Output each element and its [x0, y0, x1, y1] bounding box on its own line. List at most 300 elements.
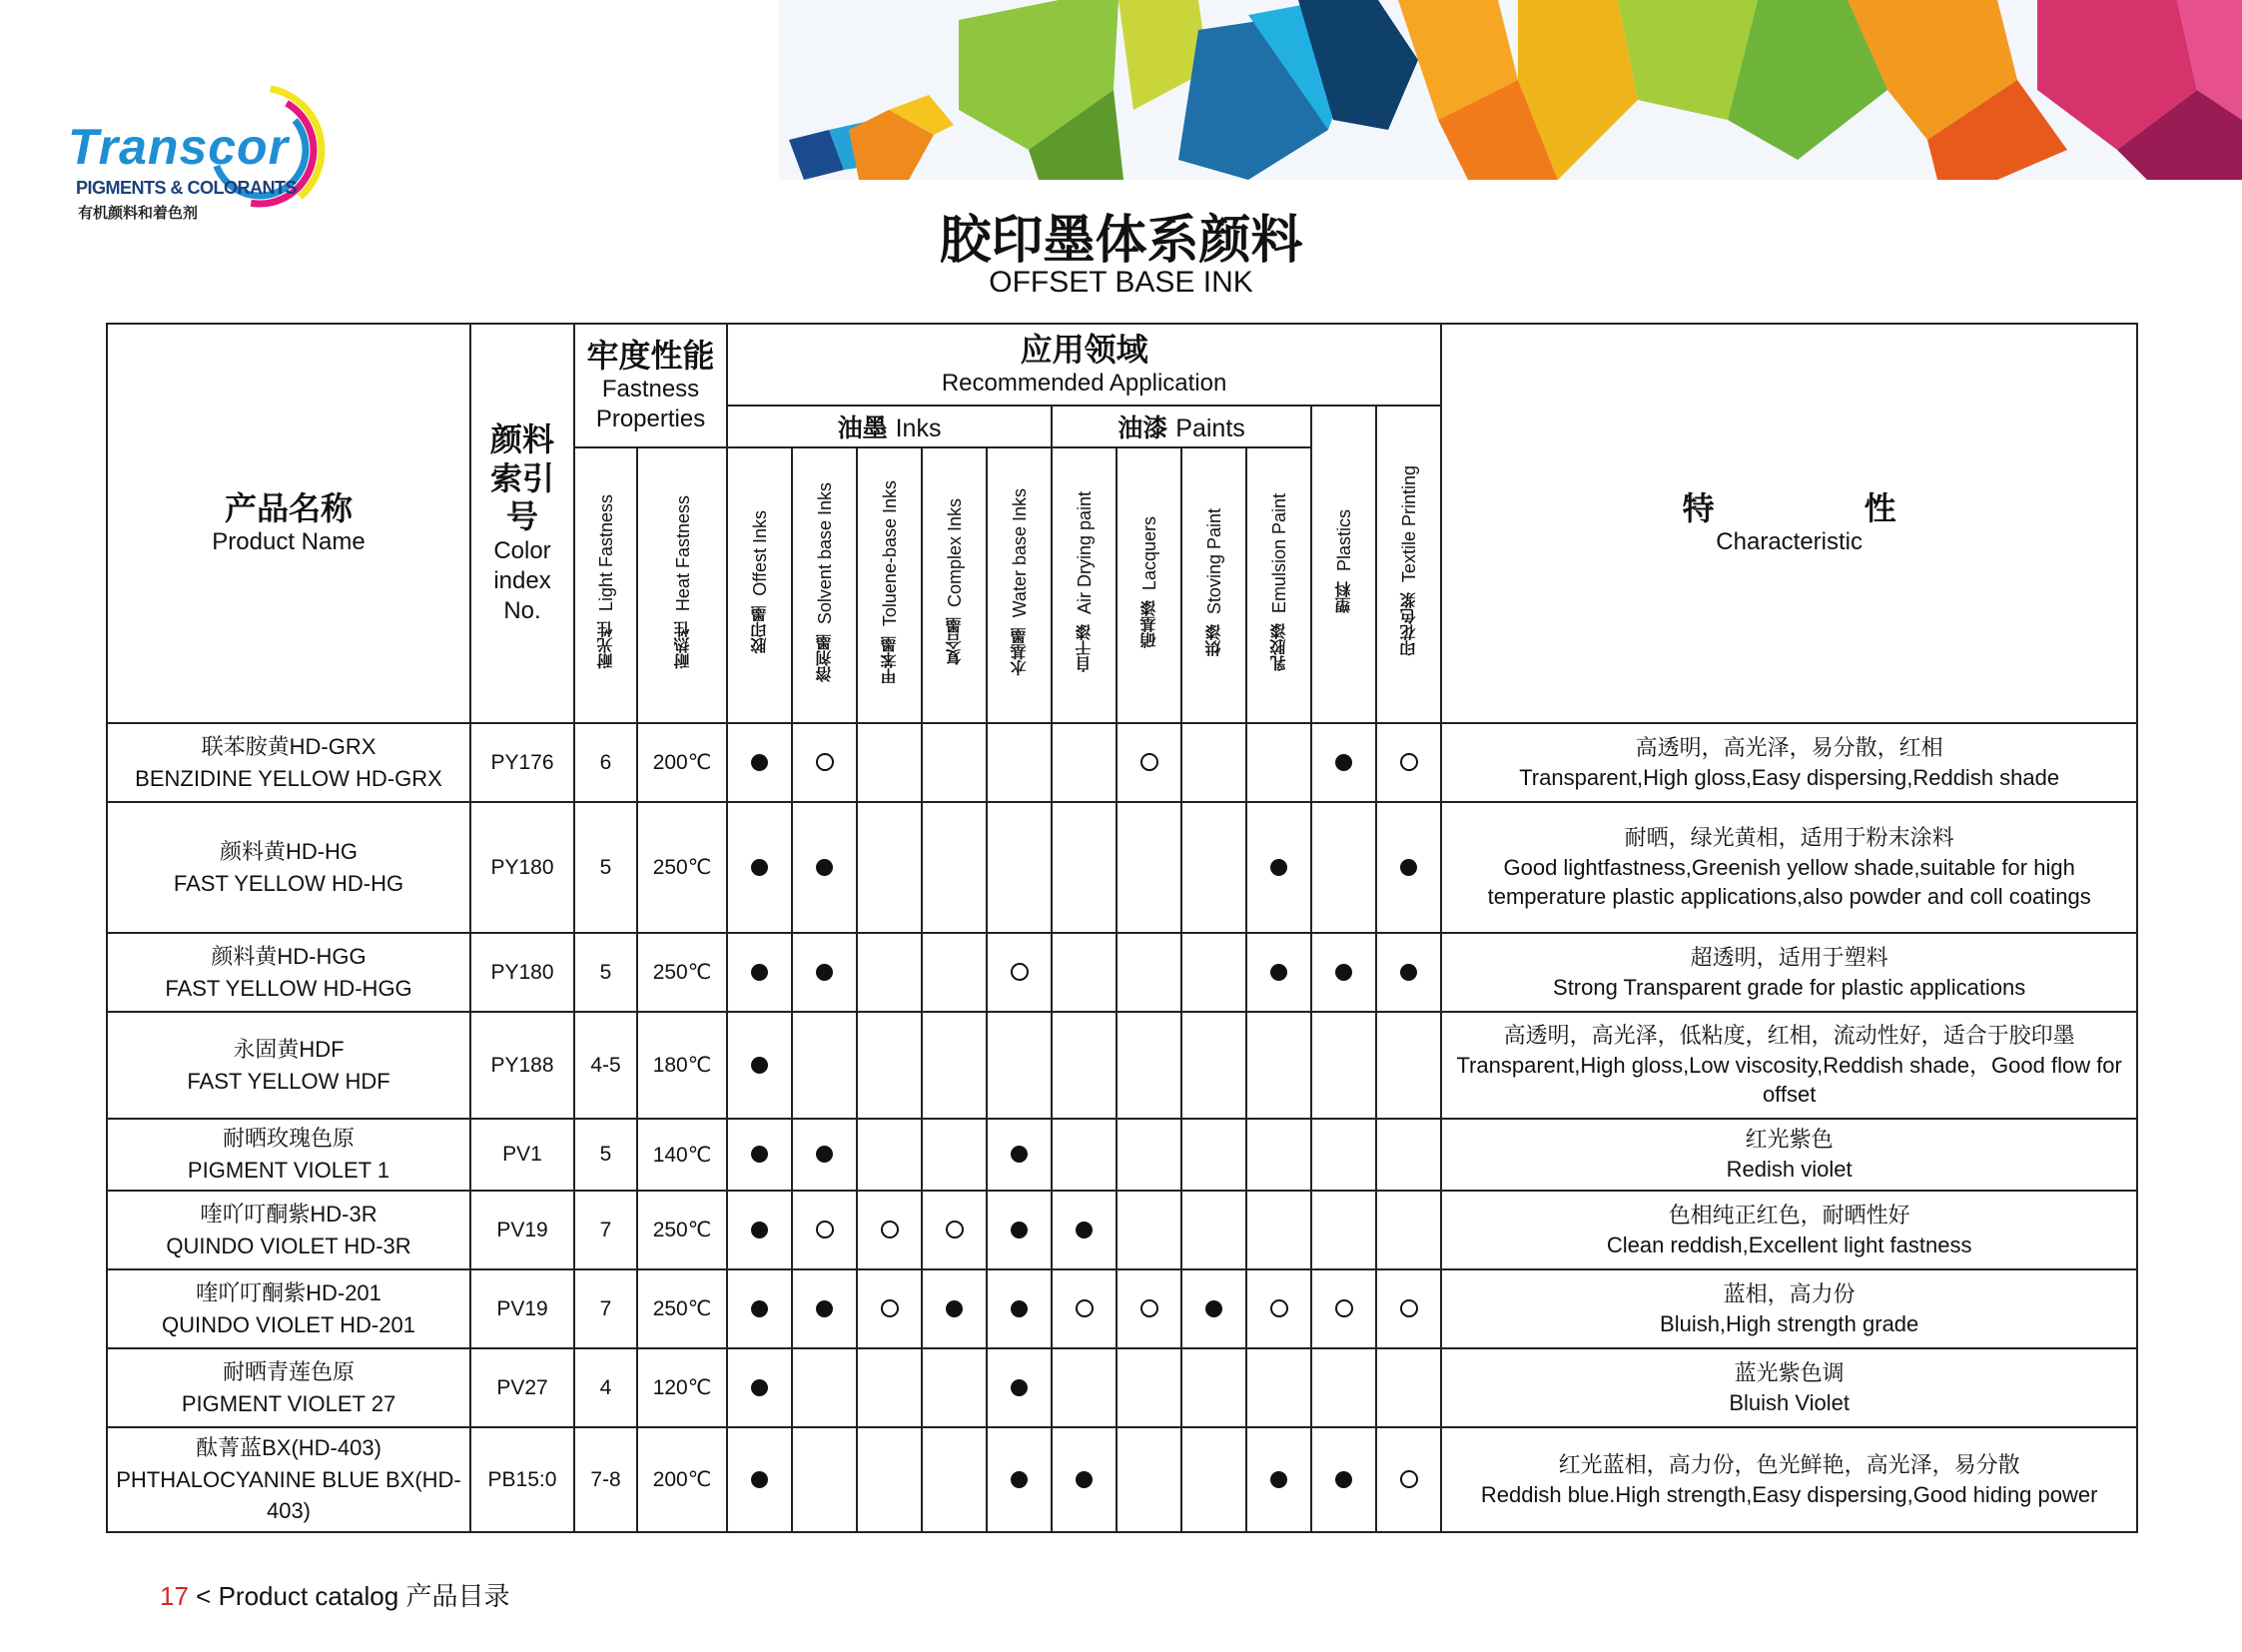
characteristic-en: Reddish blue.High strength,Easy dispersing,Good hiding power	[1480, 1481, 2098, 1507]
col-lacquers-cn: 硝基漆	[1139, 600, 1159, 649]
product-name-cell	[107, 933, 470, 1012]
col-solvent-cn: 溶剂墨	[815, 634, 835, 683]
application-mark-cell	[922, 933, 987, 1012]
product-table	[106, 323, 2138, 1533]
logo-wordmark: Transcor	[68, 119, 290, 175]
characteristic-cell	[1441, 1269, 2137, 1348]
application-mark-cell	[727, 1269, 792, 1348]
color-index-cell: PY176	[470, 723, 574, 802]
filled-dot-icon	[946, 1300, 963, 1317]
application-mark-cell	[1052, 1012, 1117, 1119]
product-name-cell	[107, 1119, 470, 1191]
application-mark-cell	[792, 1348, 857, 1427]
filled-dot-icon	[751, 1300, 768, 1317]
product-name-cell	[107, 723, 470, 802]
characteristic-cell	[1441, 933, 2137, 1012]
header-col-airdry	[1052, 447, 1117, 723]
color-index-cell: PY180	[470, 802, 574, 933]
filled-dot-icon	[1400, 859, 1417, 876]
header-product-name-en: Product Name	[212, 528, 366, 556]
application-mark-cell	[1181, 1427, 1246, 1532]
header-color-index-en-3: No.	[503, 596, 541, 624]
application-mark-cell	[1246, 1119, 1311, 1191]
filled-dot-icon	[751, 859, 768, 876]
header-characteristic-cn-1: 特	[1682, 488, 1715, 527]
characteristic-cn: 红光蓝相，高力份，色光鲜艳，高光泽，易分散	[1558, 1451, 2020, 1477]
filled-dot-icon	[751, 964, 768, 981]
application-mark-cell	[922, 1269, 987, 1348]
application-mark-cell	[1311, 723, 1376, 802]
hollow-circle-icon	[1400, 1470, 1418, 1488]
col-textile-cn: 印花色浆	[1399, 592, 1419, 657]
light-fastness-cell: 7	[574, 1191, 637, 1269]
product-name-cell	[107, 1012, 470, 1119]
application-mark-cell	[1376, 1427, 1441, 1532]
application-mark-cell	[1117, 1427, 1181, 1532]
header-inks-en: Inks	[895, 414, 942, 442]
light-fastness-cell: 6	[574, 723, 637, 802]
col-light-en: Light Fastness	[596, 494, 616, 612]
application-mark-cell	[922, 802, 987, 933]
header-col-emulsion	[1246, 447, 1311, 723]
application-mark-cell	[792, 1119, 857, 1191]
filled-dot-icon	[1011, 1471, 1028, 1488]
application-mark-cell	[727, 802, 792, 933]
application-mark-cell	[1181, 1119, 1246, 1191]
application-mark-cell	[1376, 1348, 1441, 1427]
application-mark-cell	[1246, 933, 1311, 1012]
characteristic-cell	[1441, 723, 2137, 802]
application-mark-cell	[792, 723, 857, 802]
page-number: 17	[160, 1581, 189, 1611]
characteristic-en: Bluish,High strength grade	[1660, 1310, 1919, 1336]
application-mark-cell	[1376, 802, 1441, 933]
header-col-solvent	[792, 447, 857, 723]
application-mark-cell	[792, 1191, 857, 1269]
filled-dot-icon	[751, 1146, 768, 1163]
application-mark-cell	[857, 1269, 922, 1348]
application-mark-cell	[1117, 1348, 1181, 1427]
application-mark-cell	[922, 1012, 987, 1119]
filled-dot-icon	[1335, 1471, 1352, 1488]
filled-dot-icon	[1076, 1222, 1093, 1239]
header-col-plastics	[1311, 406, 1376, 723]
characteristic-cn: 高透明，高光泽，低粘度，红相，流动性好，适合于胶印墨	[1503, 1022, 2075, 1048]
product-name-en: QUINDO VIOLET HD-201	[162, 1311, 415, 1337]
col-emulsion-en: Emulsion Paint	[1269, 492, 1290, 614]
product-name-cn: 联苯胺黄HD-GRX	[201, 733, 376, 759]
hollow-circle-icon	[881, 1299, 899, 1317]
header-group-inks	[727, 406, 1052, 447]
filled-dot-icon	[1011, 1222, 1028, 1239]
color-index-cell: PY180	[470, 933, 574, 1012]
hollow-circle-icon	[1400, 1299, 1418, 1317]
light-fastness-cell: 7	[574, 1269, 637, 1348]
filled-dot-icon	[816, 964, 833, 981]
hollow-circle-icon	[816, 1221, 834, 1239]
heat-fastness-cell: 250℃	[637, 1269, 727, 1348]
table-row	[107, 1427, 2137, 1532]
characteristic-cell	[1441, 1012, 2137, 1119]
product-name-cell	[107, 1427, 470, 1532]
filled-dot-icon	[1011, 1379, 1028, 1396]
header-application	[727, 324, 1441, 406]
page-title: 胶印墨体系颜料	[939, 211, 1303, 271]
logo-subtitle: PIGMENTS & COLORANTS	[76, 178, 298, 198]
color-index-cell: PV19	[470, 1191, 574, 1269]
product-name-cn: 耐晒玫瑰色原	[222, 1126, 355, 1152]
filled-dot-icon	[816, 859, 833, 876]
application-mark-cell	[987, 723, 1052, 802]
product-name-cell	[107, 802, 470, 933]
light-fastness-cell: 7-8	[574, 1427, 637, 1532]
header-application-cn: 应用领域	[1020, 330, 1148, 369]
characteristic-en: Strong Transparent grade for plastic applications	[1553, 974, 2026, 1000]
header-col-offset	[727, 447, 792, 723]
application-mark-cell	[1052, 1191, 1117, 1269]
light-fastness-cell: 5	[574, 802, 637, 933]
header-group-paints	[1052, 406, 1311, 447]
page-subtitle: OFFSET BASE INK	[989, 266, 1253, 299]
color-index-cell: PB15:0	[470, 1427, 574, 1532]
table-row	[107, 933, 2137, 1012]
col-water-cn: 水基墨	[1010, 627, 1030, 676]
header-characteristic-en: Characteristic	[1716, 528, 1864, 556]
application-mark-cell	[1311, 1348, 1376, 1427]
col-solvent-en: Solvent base Inks	[815, 481, 836, 625]
hollow-circle-icon	[1011, 963, 1029, 981]
characteristic-cell	[1441, 1191, 2137, 1269]
heat-fastness-cell: 250℃	[637, 802, 727, 933]
application-mark-cell	[1311, 1427, 1376, 1532]
col-airdry-en: Air Drying paint	[1075, 491, 1096, 615]
filled-dot-icon	[1076, 1471, 1093, 1488]
application-mark-cell	[1311, 933, 1376, 1012]
product-name-cn: 酞菁蓝BX(HD-403)	[196, 1434, 381, 1460]
header-fastness-en-1: Fastness	[601, 376, 700, 404]
filled-dot-icon	[751, 1222, 768, 1239]
light-fastness-cell: 4-5	[574, 1012, 637, 1119]
product-name-en: BENZIDINE YELLOW HD-GRX	[135, 765, 442, 791]
table-row	[107, 1269, 2137, 1348]
header-fastness	[574, 324, 727, 447]
filled-dot-icon	[1270, 1471, 1287, 1488]
header-application-en: Recommended Application	[941, 370, 1227, 398]
application-mark-cell	[1376, 723, 1441, 802]
filled-dot-icon	[1011, 1300, 1028, 1317]
characteristic-en: Redish violet	[1726, 1157, 1853, 1182]
application-mark-cell	[987, 1191, 1052, 1269]
product-name-en: FAST YELLOW HDF	[187, 1068, 390, 1094]
header-product-name-cn: 产品名称	[224, 488, 353, 527]
characteristic-cn: 蓝相，高力份	[1723, 1280, 1856, 1306]
application-mark-cell	[792, 1269, 857, 1348]
page-footer	[160, 1576, 509, 1613]
application-mark-cell	[1246, 1191, 1311, 1269]
application-mark-cell	[987, 802, 1052, 933]
characteristic-cn: 高透明，高光泽，易分散，红相	[1635, 734, 1943, 760]
application-mark-cell	[922, 723, 987, 802]
application-mark-cell	[727, 1348, 792, 1427]
application-mark-cell	[727, 723, 792, 802]
characteristic-en: Clean reddish,Excellent light fastness	[1606, 1232, 1972, 1257]
application-mark-cell	[1311, 1269, 1376, 1348]
application-mark-cell	[1117, 723, 1181, 802]
hollow-circle-icon	[1335, 1299, 1353, 1317]
header-color-index	[470, 324, 574, 723]
application-mark-cell	[727, 933, 792, 1012]
application-mark-cell	[922, 1348, 987, 1427]
characteristic-en: Transparent,High gloss,Low viscosity,Reddish shade，Good flow for offset	[1456, 1052, 2122, 1108]
product-name-en: PIGMENT VIOLET 1	[187, 1158, 390, 1183]
product-name-cn: 喹吖叮酮紫HD-3R	[200, 1201, 377, 1227]
col-stoving-en: Stoving Paint	[1204, 507, 1225, 615]
table-row	[107, 723, 2137, 802]
color-index-cell: PV27	[470, 1348, 574, 1427]
col-offset-cn: 胶印墨	[750, 605, 770, 654]
product-name-cn: 永固黄HDF	[233, 1036, 345, 1062]
characteristic-cell	[1441, 1348, 2137, 1427]
application-mark-cell	[987, 1348, 1052, 1427]
product-name-cell	[107, 1348, 470, 1427]
logo-subtitle-cn: 有机颜料和着色剂	[78, 205, 199, 222]
col-complex-en: Complex Inks	[945, 498, 966, 608]
header-product-name	[107, 324, 470, 723]
application-mark-cell	[922, 1427, 987, 1532]
header-fastness-en-2: Properties	[595, 406, 706, 433]
application-mark-cell	[857, 1119, 922, 1191]
application-mark-cell	[857, 1191, 922, 1269]
col-plastics-cn: 塑料	[1334, 581, 1354, 614]
product-name-en: FAST YELLOW HD-HG	[173, 870, 404, 896]
col-heat-cn: 耐热性	[672, 621, 692, 670]
heat-fastness-cell: 180℃	[637, 1012, 727, 1119]
application-mark-cell	[1117, 933, 1181, 1012]
application-mark-cell	[987, 933, 1052, 1012]
characteristic-cell	[1441, 1119, 2137, 1191]
col-offset-en: Offest Inks	[750, 510, 771, 596]
application-mark-cell	[1117, 1012, 1181, 1119]
hollow-circle-icon	[816, 753, 834, 771]
application-mark-cell	[727, 1119, 792, 1191]
product-name-en: PIGMENT VIOLET 27	[181, 1390, 396, 1416]
application-mark-cell	[1117, 1191, 1181, 1269]
table-row	[107, 1012, 2137, 1119]
filled-dot-icon	[751, 1471, 768, 1488]
filled-dot-icon	[1270, 964, 1287, 981]
application-mark-cell	[1376, 1012, 1441, 1119]
application-mark-cell	[1052, 1119, 1117, 1191]
application-mark-cell	[792, 933, 857, 1012]
hollow-circle-icon	[881, 1221, 899, 1239]
characteristic-en: Good lightfastness,Greenish yellow shade,suitable for high temperature plastic applications,also powder and coll coatings	[1487, 854, 2091, 910]
light-fastness-cell: 5	[574, 1119, 637, 1191]
table-row	[107, 1119, 2137, 1191]
header-col-heat	[637, 447, 727, 723]
characteristic-en: Bluish Violet	[1729, 1389, 1850, 1415]
application-mark-cell	[1246, 1269, 1311, 1348]
filled-dot-icon	[751, 1057, 768, 1074]
application-mark-cell	[1052, 723, 1117, 802]
header-paints-en: Paints	[1175, 414, 1245, 442]
product-name-en: PHTHALOCYANINE BLUE BX(HD-403)	[116, 1466, 461, 1524]
application-mark-cell	[1376, 1269, 1441, 1348]
col-heat-en: Heat Fastness	[672, 494, 693, 612]
application-mark-cell	[1246, 1427, 1311, 1532]
header-fastness-cn: 牢度性能	[586, 336, 715, 375]
header-characteristic	[1441, 324, 2137, 723]
header-col-textile	[1376, 406, 1441, 723]
characteristic-cell	[1441, 802, 2137, 933]
product-rows	[107, 723, 2137, 1532]
application-mark-cell	[1311, 1119, 1376, 1191]
application-mark-cell	[1376, 1119, 1441, 1191]
application-mark-cell	[792, 802, 857, 933]
application-mark-cell	[1052, 1427, 1117, 1532]
application-mark-cell	[857, 1012, 922, 1119]
characteristic-en: Transparent,High gloss,Easy dispersing,Reddish shade	[1519, 764, 2060, 790]
application-mark-cell	[987, 1269, 1052, 1348]
header-col-stoving	[1181, 447, 1246, 723]
application-mark-cell	[1311, 802, 1376, 933]
product-name-cell	[107, 1191, 470, 1269]
product-name-cell	[107, 1269, 470, 1348]
characteristic-cn: 超透明，适用于塑料	[1690, 944, 1888, 970]
hollow-circle-icon	[946, 1221, 964, 1239]
characteristic-cn: 色相纯正红色，耐晒性好	[1668, 1202, 1910, 1228]
filled-dot-icon	[1400, 964, 1417, 981]
characteristic-cn: 红光紫色	[1745, 1127, 1834, 1153]
application-mark-cell	[1052, 933, 1117, 1012]
application-mark-cell	[727, 1012, 792, 1119]
product-name-en: FAST YELLOW HD-HGG	[165, 975, 412, 1001]
col-lacquers-en: Lacquers	[1139, 515, 1160, 591]
product-name-cn: 颜料黄HD-HG	[219, 838, 359, 864]
application-mark-cell	[1181, 723, 1246, 802]
filled-dot-icon	[816, 1300, 833, 1317]
filled-dot-icon	[751, 1379, 768, 1396]
product-name-cn: 喹吖叮酮紫HD-201	[196, 1279, 381, 1305]
filled-dot-icon	[1270, 859, 1287, 876]
application-mark-cell	[1181, 1348, 1246, 1427]
application-mark-cell	[857, 1427, 922, 1532]
application-mark-cell	[857, 802, 922, 933]
application-mark-cell	[1181, 1012, 1246, 1119]
application-mark-cell	[1181, 933, 1246, 1012]
color-index-cell: PV1	[470, 1119, 574, 1191]
characteristic-cn: 蓝光紫色调	[1734, 1359, 1845, 1385]
application-mark-cell	[1246, 723, 1311, 802]
application-mark-cell	[727, 1191, 792, 1269]
application-mark-cell	[1376, 933, 1441, 1012]
header-col-water	[987, 447, 1052, 723]
application-mark-cell	[922, 1119, 987, 1191]
filled-dot-icon	[1011, 1146, 1028, 1163]
col-plastics-en: Plastics	[1334, 508, 1355, 571]
application-mark-cell	[792, 1012, 857, 1119]
table-row	[107, 1348, 2137, 1427]
characteristic-cell	[1441, 1427, 2137, 1532]
color-index-cell: PV19	[470, 1269, 574, 1348]
color-index-cell: PY188	[470, 1012, 574, 1119]
col-stoving-cn: 烘漆	[1204, 624, 1224, 657]
light-fastness-cell: 4	[574, 1348, 637, 1427]
header-col-complex	[922, 447, 987, 723]
application-mark-cell	[1246, 1348, 1311, 1427]
application-mark-cell	[727, 1427, 792, 1532]
characteristic-cn: 耐晒，绿光黄相，适用于粉末涂料	[1624, 824, 1954, 850]
product-name-en: QUINDO VIOLET HD-3R	[166, 1233, 411, 1258]
col-airdry-cn: 自干漆	[1075, 624, 1095, 673]
application-mark-cell	[1181, 802, 1246, 933]
application-mark-cell	[1246, 1012, 1311, 1119]
header-color-index-en-2: index	[493, 566, 551, 594]
application-mark-cell	[987, 1427, 1052, 1532]
application-mark-cell	[987, 1012, 1052, 1119]
col-textile-en: Textile Printing	[1399, 465, 1420, 583]
light-fastness-cell: 5	[574, 933, 637, 1012]
application-mark-cell	[1311, 1012, 1376, 1119]
filled-dot-icon	[1205, 1300, 1222, 1317]
heat-fastness-cell: 140℃	[637, 1119, 727, 1191]
header-paints-cn: 油漆	[1118, 413, 1168, 442]
product-name-cn: 颜料黄HD-HGG	[211, 943, 367, 969]
application-mark-cell	[857, 723, 922, 802]
application-mark-cell	[1181, 1191, 1246, 1269]
application-mark-cell	[922, 1191, 987, 1269]
footer-text: < Product catalog 产品目录	[196, 1581, 510, 1611]
application-mark-cell	[792, 1427, 857, 1532]
hollow-circle-icon	[1140, 1299, 1158, 1317]
col-complex-cn: 复合墨	[945, 617, 965, 666]
application-mark-cell	[1117, 1119, 1181, 1191]
header-inks-cn: 油墨	[837, 413, 888, 442]
application-mark-cell	[1376, 1191, 1441, 1269]
header-col-lacquers	[1117, 447, 1181, 723]
hollow-circle-icon	[1270, 1299, 1288, 1317]
col-emulsion-cn: 乳胶漆	[1269, 623, 1289, 672]
product-name-cn: 耐晒青莲色原	[222, 1358, 355, 1384]
application-mark-cell	[857, 1348, 922, 1427]
application-mark-cell	[1181, 1269, 1246, 1348]
application-mark-cell	[1117, 802, 1181, 933]
heat-fastness-cell: 120℃	[637, 1348, 727, 1427]
hollow-circle-icon	[1076, 1299, 1094, 1317]
heat-fastness-cell: 200℃	[637, 723, 727, 802]
application-mark-cell	[1117, 1269, 1181, 1348]
header-color-index-cn: 颜料索引号	[489, 420, 554, 536]
application-mark-cell	[987, 1119, 1052, 1191]
application-mark-cell	[1246, 802, 1311, 933]
hollow-circle-icon	[1140, 753, 1158, 771]
heat-fastness-cell: 250℃	[637, 1191, 727, 1269]
col-toluene-en: Toluene-base Inks	[880, 479, 901, 627]
header-col-toluene	[857, 447, 922, 723]
application-mark-cell	[1052, 802, 1117, 933]
header-characteristic-cn-2: 性	[1864, 488, 1896, 527]
col-toluene-cn: 甲苯墨	[880, 636, 900, 685]
heat-fastness-cell: 200℃	[637, 1427, 727, 1532]
application-mark-cell	[1052, 1348, 1117, 1427]
header-color-index-en-1: Color	[493, 536, 551, 564]
application-mark-cell	[857, 933, 922, 1012]
col-light-cn: 耐光性	[596, 621, 615, 670]
filled-dot-icon	[816, 1146, 833, 1163]
application-mark-cell	[1052, 1269, 1117, 1348]
heat-fastness-cell: 250℃	[637, 933, 727, 1012]
hollow-circle-icon	[1400, 753, 1418, 771]
filled-dot-icon	[751, 754, 768, 771]
